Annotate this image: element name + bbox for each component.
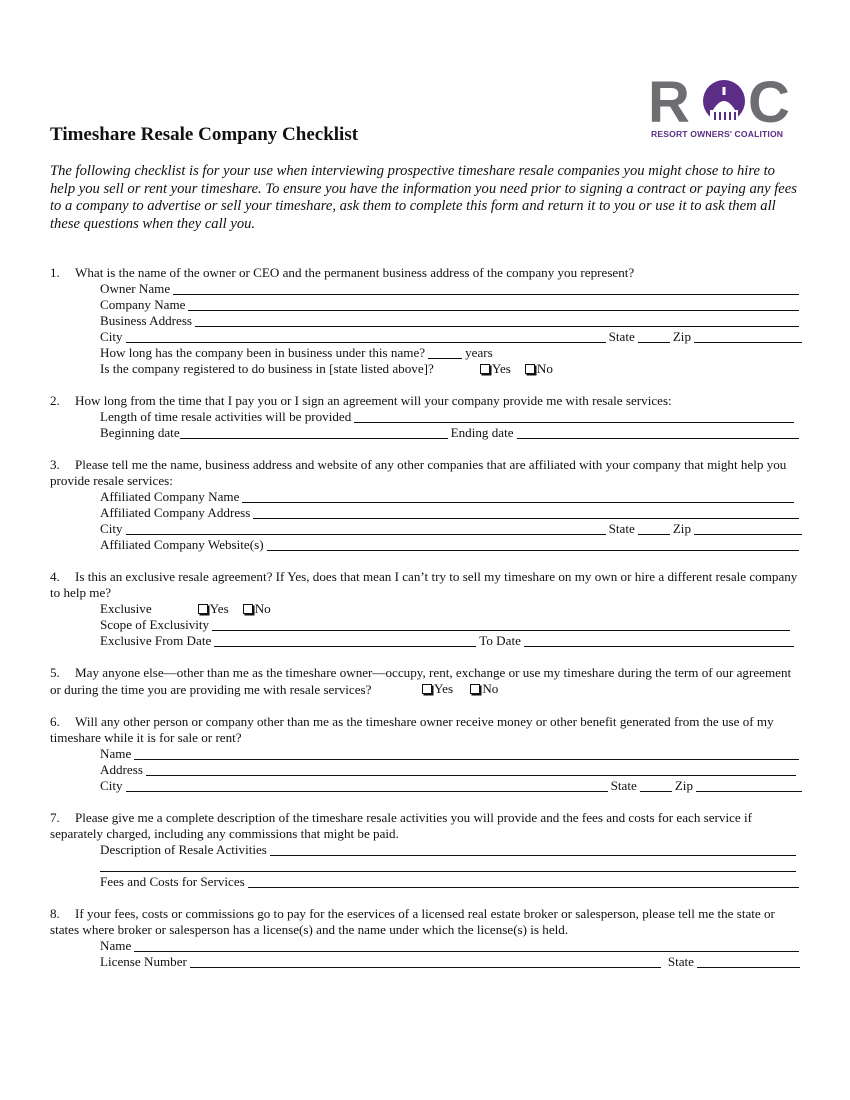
ending-date-label: Ending date	[450, 425, 514, 440]
state-label: State	[608, 521, 635, 536]
scope-field[interactable]	[212, 619, 790, 631]
beginning-date-field[interactable]	[180, 427, 448, 439]
years-field[interactable]	[428, 347, 462, 359]
zip-label: Zip	[672, 329, 691, 344]
question-number: 8.	[50, 906, 60, 921]
checkbox-label: Yes	[209, 601, 229, 616]
question-prompt: Is this an exclusive resale agreement? If Yes, does that mean I can’t try to sell my timeshare on my own or hire a different resale company to help me?	[50, 569, 798, 600]
address-field[interactable]	[146, 764, 796, 776]
question-7	[50, 810, 802, 890]
owner-name-field[interactable]	[173, 283, 799, 295]
checkbox-icon	[243, 604, 253, 614]
state-field[interactable]	[640, 780, 672, 792]
question-2	[50, 393, 802, 441]
question-3	[50, 457, 802, 553]
question-number: 1.	[50, 265, 60, 280]
owner-name-label: Owner Name	[100, 281, 171, 296]
fees-field[interactable]	[248, 876, 799, 888]
question-4	[50, 569, 802, 649]
checkbox-icon	[480, 364, 490, 374]
company-name-field[interactable]	[188, 299, 799, 311]
name-label: Name	[100, 746, 132, 761]
question-text	[50, 906, 802, 938]
question-prompt: May anyone else—other than me as the timeshare owner—occupy, rent, exchange or use my timeshare during the term of our agreement or during the time you are providing me with resale services?	[50, 665, 792, 697]
state-field[interactable]	[697, 956, 800, 968]
description-field[interactable]	[270, 844, 796, 856]
business-address-label: Business Address	[100, 313, 193, 328]
zip-label: Zip	[672, 521, 691, 536]
city-field[interactable]	[126, 523, 606, 535]
question-prompt: Please tell me the name, business address and website of any other companies that are affiliated with your company that might help you provide resale services:	[50, 457, 787, 488]
page-title: Timeshare Resale Company Checklist	[50, 124, 359, 145]
affiliated-name-field[interactable]	[242, 491, 794, 503]
state-field[interactable]	[638, 523, 670, 535]
registered-yes-checkbox[interactable]	[480, 361, 511, 377]
logo-caption: RESORT OWNERS' COALITION	[651, 129, 784, 139]
state-label: State	[608, 329, 635, 344]
to-date-label: To Date	[479, 633, 521, 648]
checkbox-label: No	[536, 361, 553, 376]
question-number: 2.	[50, 393, 60, 408]
zip-label: Zip	[674, 778, 693, 793]
question-number: 5.	[50, 665, 60, 680]
question-number: 7.	[50, 810, 60, 825]
from-date-field[interactable]	[214, 635, 476, 647]
question-text	[50, 393, 802, 409]
question-text	[50, 714, 802, 746]
question-text	[50, 457, 802, 489]
checkbox-icon	[470, 684, 480, 694]
exclusive-label: Exclusive	[100, 601, 152, 616]
state-label: State	[667, 954, 694, 969]
name-label: Name	[100, 938, 132, 953]
question-prompt: What is the name of the owner or CEO and the permanent business address of the company you represent?	[75, 265, 635, 280]
affiliated-website-field[interactable]	[267, 539, 799, 551]
question-text	[50, 569, 802, 601]
city-label: City	[100, 778, 123, 793]
zip-field[interactable]	[694, 331, 802, 343]
question-number: 3.	[50, 457, 60, 472]
company-name-label: Company Name	[100, 297, 186, 312]
checkbox-icon	[422, 684, 432, 694]
city-field[interactable]	[126, 331, 606, 343]
question-number: 4.	[50, 569, 60, 584]
use-no-checkbox[interactable]	[470, 681, 498, 697]
fees-label: Fees and Costs for Services	[100, 874, 245, 889]
intro-paragraph: The following checklist is for your use when interviewing prospective timeshare resale companies you might chose to hire to help you sell or rent your timeshare. To ensure you have the information you need prior to signing a contract or paying any fees to a company to advertise or sell your timeshare, ask them to complete this form and return it to you or use it to ask them all these questions when they call you.	[50, 163, 797, 232]
question-prompt: If your fees, costs or commissions go to pay for the eservices of a licensed real estate broker or salesperson, please tell me the state or states where broker or salesperson has a license(s) and the name under which the license(s) is held.	[50, 906, 775, 937]
description-field-continued[interactable]	[100, 860, 796, 872]
zip-field[interactable]	[696, 780, 802, 792]
checkbox-label: No	[482, 681, 499, 696]
questions	[50, 265, 802, 986]
beginning-date-label: Beginning date	[100, 425, 180, 440]
years-label: years	[465, 345, 493, 360]
description-label: Description of Resale Activities	[100, 842, 267, 857]
logo-letter-c: C	[748, 74, 790, 135]
question-text	[50, 265, 802, 281]
address-label: Address	[100, 762, 143, 777]
length-field[interactable]	[354, 411, 794, 423]
name-field[interactable]	[134, 940, 799, 952]
license-label: License Number	[100, 954, 187, 969]
affiliated-address-label: Affiliated Company Address	[100, 505, 251, 520]
scope-label: Scope of Exclusivity	[100, 617, 210, 632]
ending-date-field[interactable]	[517, 427, 799, 439]
business-address-field[interactable]	[195, 315, 799, 327]
capitol-dome-icon	[703, 80, 745, 122]
question-text	[50, 810, 802, 842]
use-yes-checkbox[interactable]	[422, 681, 453, 697]
how-long-label: How long has the company been in business under this name?	[100, 345, 426, 360]
affiliated-address-field[interactable]	[253, 507, 799, 519]
checkbox-label: Yes	[434, 681, 454, 696]
checkbox-icon	[198, 604, 208, 614]
checkbox-label: No	[254, 601, 271, 616]
checkbox-icon	[525, 364, 535, 374]
length-label: Length of time resale activities will be provided	[100, 409, 352, 424]
question-prompt: Please give me a complete description of the timeshare resale activities you will provide and the fees and costs for each service if separately charged, including any commissions that might be paid.	[50, 810, 752, 841]
city-label: City	[100, 329, 123, 344]
question-6	[50, 714, 802, 794]
registered-no-checkbox[interactable]	[525, 361, 553, 377]
question-prompt: How long from the time that I pay you or I sign an agreement will your company provide me with resale services:	[75, 393, 672, 408]
affiliated-website-label: Affiliated Company Website(s)	[100, 537, 264, 552]
zip-field[interactable]	[694, 523, 802, 535]
question-prompt: Will any other person or company other than me as the timeshare owner receive money or other benefit generated from the use of my timeshare while it is for sale or rent?	[50, 714, 774, 745]
city-label: City	[100, 521, 123, 536]
name-field[interactable]	[134, 748, 799, 760]
affiliated-name-label: Affiliated Company Name	[100, 489, 240, 504]
exclusive-yes-checkbox[interactable]	[198, 601, 229, 617]
to-date-field[interactable]	[524, 635, 794, 647]
question-number: 6.	[50, 714, 60, 729]
from-date-label: Exclusive From Date	[100, 633, 212, 648]
registered-label: Is the company registered to do business in [state listed above]?	[100, 361, 434, 376]
state-label: State	[610, 778, 637, 793]
logo-letter-r: R	[648, 74, 690, 135]
exclusive-no-checkbox[interactable]	[243, 601, 271, 617]
question-8	[50, 906, 802, 970]
question-5	[50, 665, 802, 698]
license-field[interactable]	[190, 956, 661, 968]
state-field[interactable]	[638, 331, 670, 343]
question-1	[50, 265, 802, 377]
question-text	[50, 665, 802, 698]
checkbox-label: Yes	[491, 361, 511, 376]
city-field[interactable]	[126, 780, 608, 792]
